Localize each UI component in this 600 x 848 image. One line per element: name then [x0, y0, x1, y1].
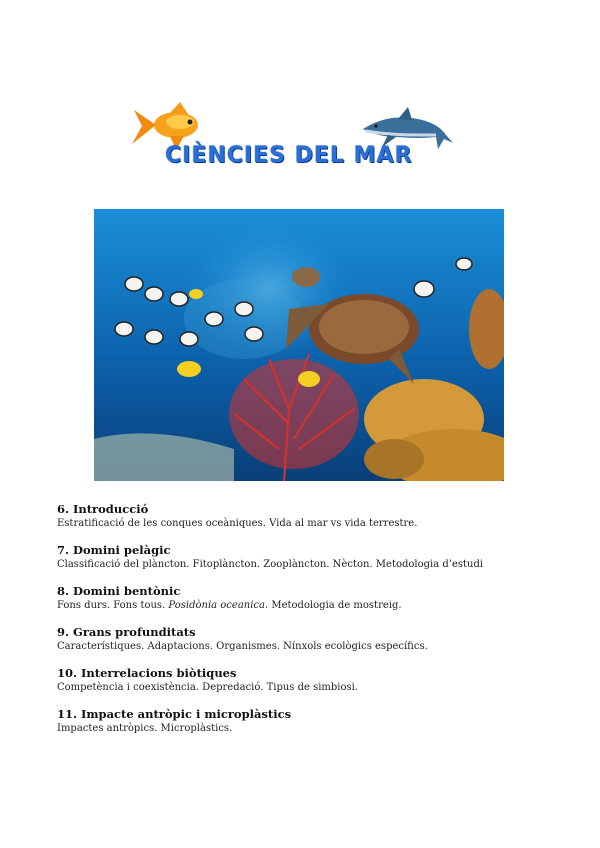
section-7	[57, 543, 557, 572]
page-header	[120, 95, 470, 180]
section-heading: 10. Interrelacions biòtiques	[57, 666, 237, 680]
ocean-reef-photo	[94, 209, 504, 481]
section-heading: 9. Grans profunditats	[57, 625, 196, 639]
section-8	[57, 584, 557, 613]
section-text: Competència i coexistència. Depredació. Tipus de simbiosi.	[57, 682, 359, 693]
section-text-end: . Metodologia de mostreig.	[264, 600, 402, 611]
section-text: Classificació del plàncton. Fitoplàncton. Zooplàncton. Nècton. Metodologia d’estudi	[57, 559, 484, 570]
section-heading: 11. Impacte antròpic i microplàstics	[57, 707, 292, 721]
section-11	[57, 707, 557, 736]
section-9	[57, 625, 557, 654]
section-6	[57, 502, 557, 531]
course-contents	[57, 502, 557, 748]
section-heading: 6. Introducció	[57, 502, 149, 516]
section-heading: 7. Domini pelàgic	[57, 543, 171, 557]
section-text: Impactes antròpics. Microplàstics.	[57, 723, 233, 734]
section-text	[57, 599, 557, 613]
page-title: CIÈNCIES DEL MAR	[165, 143, 413, 168]
section-text: Estratificació de les conques oceàniques. Vida al mar vs vida terrestre.	[57, 518, 418, 529]
section-heading: 8. Domini bentònic	[57, 584, 181, 598]
section-text-start: Fons durs. Fons tous.	[57, 600, 169, 611]
section-text: Característiques. Adaptacions. Organismes. Nínxols ecològics específics.	[57, 641, 428, 652]
section-10	[57, 666, 557, 695]
section-text-species: Posidònia oceanica	[168, 600, 265, 611]
